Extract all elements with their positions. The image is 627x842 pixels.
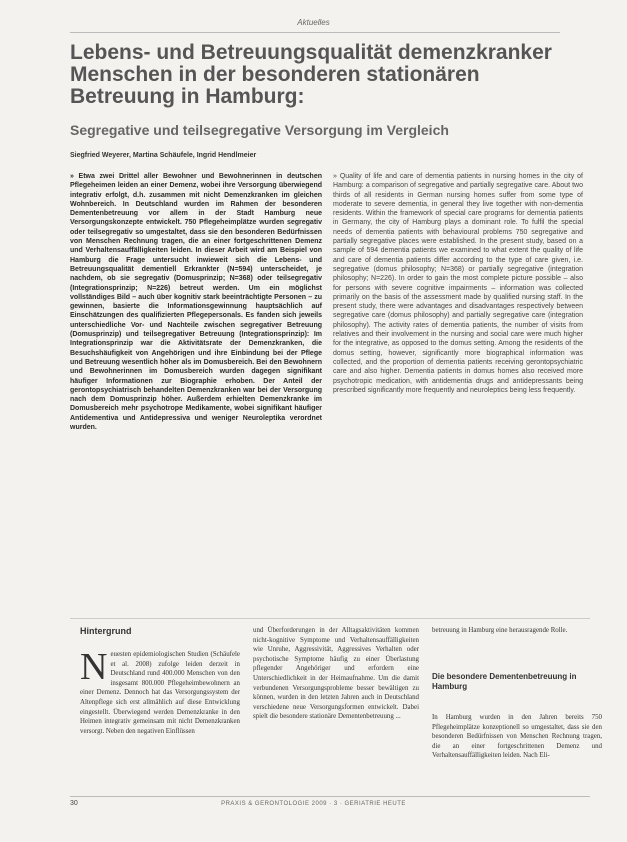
- article-subtitle: Segregative und teilsegregative Versorgung im Vergleich: [70, 122, 449, 138]
- top-rule: [70, 32, 560, 33]
- body-column-1: [80, 646, 240, 736]
- heading-background: Hintergrund: [80, 626, 132, 636]
- footer-rule: [70, 796, 590, 797]
- section-tag: Aktuelles: [297, 18, 330, 27]
- body-column-3-top: betreuung in Hamburg eine herausragende Rolle.: [432, 627, 568, 634]
- article-authors: Siegfried Weyerer, Martina Schäufele, Ingrid Hendlmeier: [70, 152, 257, 159]
- body-column-3-bottom: In Hamburg wurden in den Jahren bereits 750 Pflegeheimplätze konzeptionell so umgestaltet, dass sie den besonderen Bedürfnissen von Menschen Rechnung tragen, die an einer fortgeschrittenen Demenz und Verhaltensauffälligkeiten leiden. Nach Eli-: [432, 714, 602, 760]
- abstract-english: » Quality of life and care of dementia patients in nursing homes in the city of Hamburg: a comparison of segregative and partially segregative care. About two thirds of all residents in German nursing homes suffer from some type of moderate to severe dementia, in general they live together with non-dementia residents. Within the framework of special care programs for dementia patients in Germany, the city of Hamburg plays a dominant role. To fulfil the special needs of dementia patients with behavioural problems 750 segregative and partially segregative places were established. In the present study, based on a sample of 594 dementia patients we examined to what extent the quality of life and care of dementia patients differ according to the type of care given, i.e. segregative (domus philosophy; N=368) or partially segregative (integration philosophy; N=226). In order to gain the most complete picture possible – also for persons with severe cognitive impairments – information was collected primarily on the basis of the assessment made by qualified nursing staff. In the present study, there were advantages and disadvantages respectively between segregative care (domus philosophy) and partially segregative care (integration philosophy). The activity rates of dementia patients, the number of visits from relatives and their involvement in the nursing and social care were much higher for the integrative, as opposed to the domus setting. Among the residents of the domus setting, however, significantly more biographical information was collected, and the proportion of dementia patients receiving gerontopsychiatric care and also higher. Dementia patients in domus homes also received more psychotropic medication, with antidementia drugs and antidepressants being prescribed significantly more frequently and neuroleptics being less frequently.: [333, 173, 583, 394]
- section-divider: [70, 618, 590, 619]
- page-number: 30: [70, 800, 78, 807]
- heading-besondere-dementenbetreuung: Die besondere Dementenbetreuung in Hamburg: [432, 672, 577, 691]
- body-column-1-text: euesten epidemiologischen Studien (Schäufele et al. 2008) zufolge leiden derzeit in Deutschland rund 400.000 Menschen von den insgesamt 800.000 Pflegeheimbewohnern an einer Demenz. Dennoch hat das Versorgungssystem der Altenpflege sich erst allmählich auf diese Entwicklung eingestellt. Überwiegend werden Demenzkranke in den Heimen integrativ gemeinsam mit nicht Demenzkranken versorgt. Neben den negativen Einflüssen: [80, 651, 240, 735]
- abstract-german: » Etwa zwei Drittel aller Bewohner und Bewohnerinnen in deutschen Pflegeheimen leiden an einer Demenz, wobei ihre Versorgung überwiegend integrativ erfolgt, d.h. zusammen mit nicht Demenzkranken im gleichen Wohnbereich. In Deutschland wurden im Rahmen der besonderen Dementenbetreuung vor allem in der Stadt Hamburg neue Versorgungskonzepte entwickelt. 750 Pflegeheimplätze wurden segregativ oder teilsegregativ so umgestaltet, dass sie den besonderen Bedürfnissen von Menschen Rechnung tragen, die an einer fortgeschrittenen Demenz und Verhaltensauffälligkeiten leiden. In dieser Arbeit wird am Beispiel von Hamburg die Frage untersucht inwieweit sich die Lebens- und Betreuungsqualität dementiell Erkrankter (N=594) unterscheidet, je nachdem, ob sie segregativ (Domusprinzip; N=368) oder teilsegregativ (Integrationsprinzip; N=226) betreut werden. Um ein möglichst vollständiges Bild – auch über kognitiv stark beeinträchtigte Personen – zu gewinnen, basierte die Informationsgewinnung hauptsächlich auf Einschätzungen des qualifizierten Pflegepersonals. Es fanden sich jeweils unterschiedliche Vor- und Nachteile zwischen segregativer Betreuung (Domusprinzip) und teilsegregativer Betreuung (Integrationsprinzip): Im Integrationsprinzip war die Aktivitätsrate der Demenzkranken, die Besuchshäufigkeit von Angehörigen und ihre Einbindung bei der Pflege und Betreuung wesentlich höher als im Domusbereich. Bei den Bewohnern und Bewohnerinnen im Domusbereich wurden dagegen signifikant häufiger Informationen zur Biographie erhoben. Der Anteil der gerontopsychiatrisch behandelten Demenzkranken war bei der Versorgung nach dem Domusprinzip höher. Außerdem erhielten Demenzkranke im Domusbereich mehr psychotrope Medikamente, wobei signifikant häufiger Antidementiva und Antidepressiva und weniger Neuroleptika verordnet wurden.: [70, 173, 322, 432]
- article-title: Lebens- und Betreuungsqualität demenzkranker Menschen in der besonderen stationären Betreuung in Hamburg:: [70, 41, 552, 108]
- body-column-2: und Überforderungen in der Alltagsaktivitäten kommen nicht-kognitive Symptome und Verhaltensauffälligkeiten wie Unruhe, Aggressivität, Aggressives Verhalten oder psychotische Symptome häufig zu einer Überlastung pflegender Angehöriger und erfordern eine Unterschiedlichkeit in der Heimaufnahme. Um die damit verbundenen Versorgungsprobleme besser bewältigen zu können, wurden in den letzten Jahren auch in Deutschland verschiedene neue Versorgungsformen entwickelt. Dabei spielt die besondere stationäre Dementenbetreuung ...: [253, 627, 419, 721]
- journal-footer: PRAXIS & GERONTOLOGIE 2009 · 3 · GERIATRIE HEUTE: [221, 801, 406, 807]
- drop-cap: N: [80, 646, 108, 688]
